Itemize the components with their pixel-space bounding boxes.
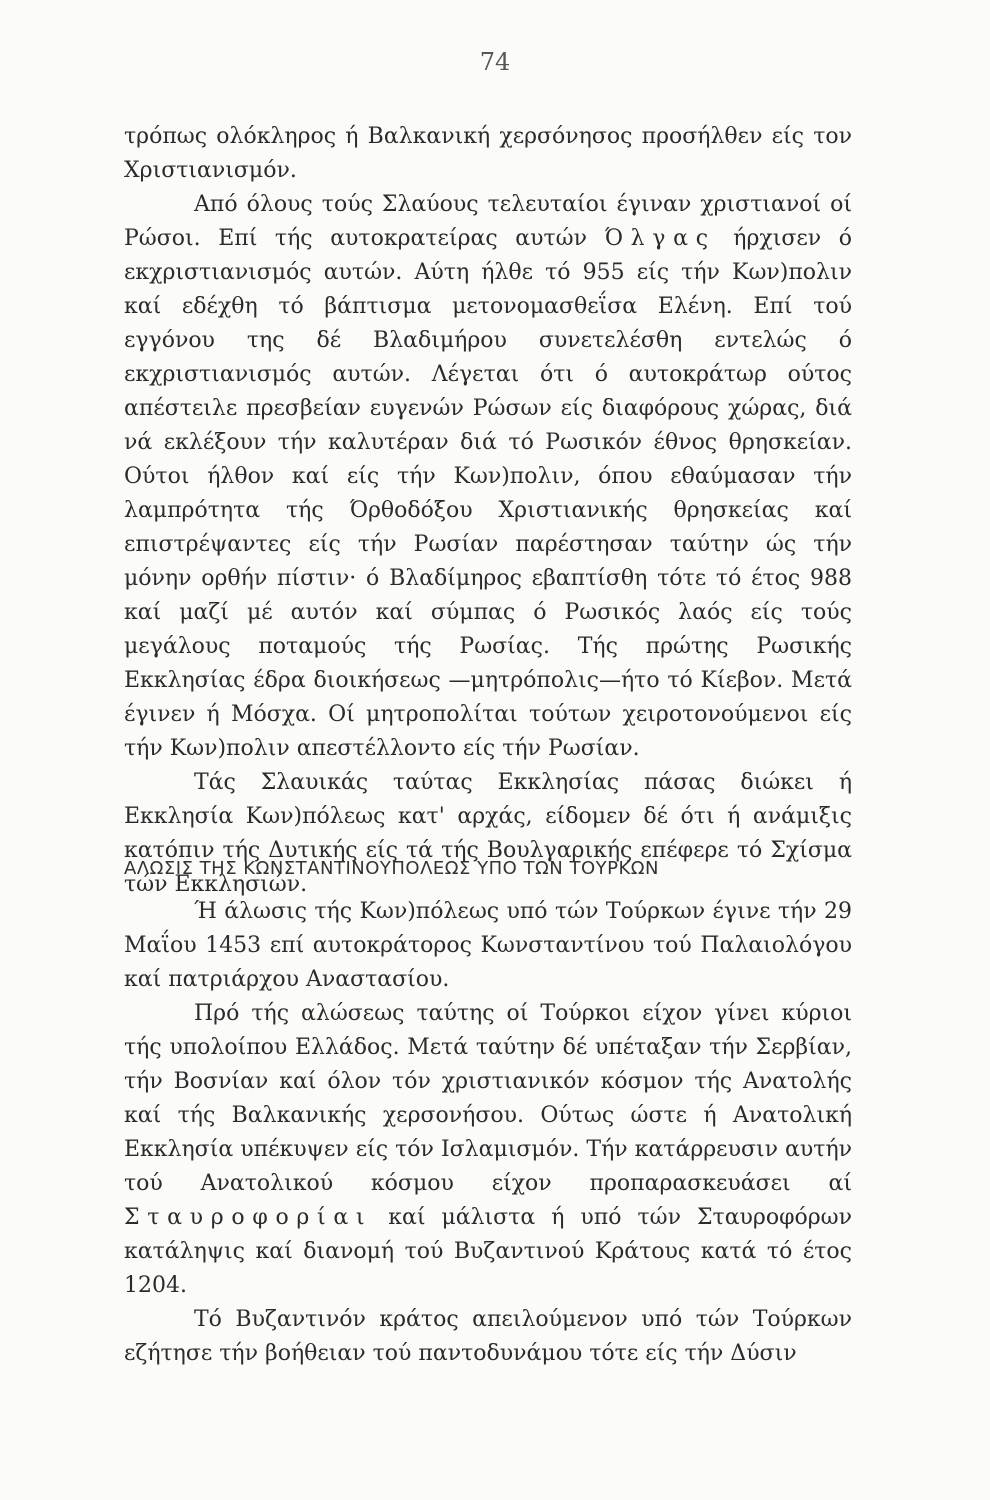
paragraph-conquests bbox=[124, 997, 852, 1303]
paragraph-russians-part-1: Από όλους τούς Σλαύους τελευταίοι έγιναν χριστιανοί οί Ρώσοι. Επί τής αυτοκρατείρας αυτών bbox=[124, 192, 852, 251]
paragraph-russians-part-2: ήρχισεν ό εκχριστιανισμός αυτών. Αύτη ήλθε τό 955 είς τήν Κων)πολιν καί εδέχθη τό βάπτισμα μετονομασθεΐσα Ελένη. Επί τού εγγόνου της δέ Βλαδιμήρου συνετελέσθη εντελώς ό εκχριστιανισμός αυτών. Λέγεται ότι ό αυτοκράτωρ ούτος απέστειλε πρεσβείαν ευγενών Ρώσων είς διαφόρους χώρας, διά νά εκλέξουν τήν καλυτέραν διά τό Ρωσικόν έθνος θρησκείαν. Ούτοι ήλθον καί είς τήν Κων)πολιν, όπου εθαύμασαν τήν λαμπρότητα τής Όρθοδόξου Χριστιανικής θρησκείας καί επιστρέψαντες είς τήν Ρωσίαν παρέστησαν ταύτην ώς τήν μόνην ορθήν πίστιν· ό Βλαδίμηρος εβαπτίσθη τότε τό έτος 988 καί μαζί μέ αυτόν καί σύμπας ό Ρωσικός λαός είς τούς μεγάλους ποταμούς τής Ρωσίας. Τής πρώτης Ρωσικής Εκκλησίας έδρα διοικήσεως —μητρόπολις—ήτο τό Κίεβον. Μετά έγινεν ή Μόσχα. Οί μητροπολίται τούτων χειροτονούμενοι είς τήν Κων)πολιν απεστέλλοντο είς τήν Ρωσίαν. bbox=[124, 226, 852, 761]
paragraph-slavic-churches: Τάς Σλαυικάς ταύτας Εκκλησίας πάσας διώκει ή Εκκλησία Κων)πόλεως κατ' αρχάς, είδομεν δέ ότι ή ανάμιξις κατόπιν τής Δυτικής είς τά τής Βουλγαρικής επέφερε τό Σχίσμα τών Εκκλησιών. bbox=[124, 770, 852, 897]
section-fall-text bbox=[124, 895, 852, 1371]
paragraph-conquests-part-2: καί μάλιστα ή υπό τών Σταυροφόρων κατάληψις καί διανομή τού Βυζαντινού Κράτους κατά τό έτος 1204. bbox=[124, 1205, 852, 1298]
paragraph-fall-date: Ή άλωσις τής Κων)πόλεως υπό τών Τούρκων έγινε τήν 29 Μαΐου 1453 επί αυτοκράτορος Κωνσταντίνου τού Παλαιολόγου καί πατριάρχου Αναστασίου. bbox=[124, 899, 852, 992]
section-christianization-text bbox=[124, 120, 852, 902]
section-heading-fall-of-constantinople: ΑΛΩΣΙΣ ΤΗΣ ΚΩΝΣΤΑΝΤΙΝΟΥΠΟΛΕΩΣ ΥΠΟ ΤΩΝ ΤΟΥΡΚΩΝ bbox=[124, 858, 660, 879]
paragraph-russians bbox=[124, 188, 852, 766]
page-number: 74 bbox=[479, 48, 511, 76]
paragraph-conquests-part-1: Πρό τής αλώσεως ταύτης οί Τούρκοι είχον γίνει κύριοι τής υπολοίπου Ελλάδος. Μετά ταύτην δέ υπέταξαν τήν Σερβίαν, τήν Βοσνίαν καί όλον τόν χριστιανικόν κόσμον τής Ανατολής καί τής Βαλκανικής χερσονήσου. Ούτως ώστε ή Ανατολική Εκκλησία υπέκυψεν είς τόν Ισλαμισμόν. Τήν κατάρρευσιν αυτήν τού Ανατολικού κόσμου είχον προπαρασκευάσει αί bbox=[124, 1001, 852, 1196]
paragraph-byzantine-request: Τό Βυζαντινόν κράτος απειλούμενον υπό τών Τούρκων εζήτησε τήν βοήθειαν τού παντοδυνάμου τότε είς τήν Δύσιν bbox=[124, 1307, 852, 1366]
name-olga: Όλγας bbox=[604, 226, 716, 251]
paragraph-intro: τρόπως ολόκληρος ή Βαλκανική χερσόνησος προσήλθεν είς τον Χριστιανισμόν. bbox=[124, 124, 852, 183]
term-crusades: Σταυροφορίαι bbox=[124, 1205, 373, 1230]
